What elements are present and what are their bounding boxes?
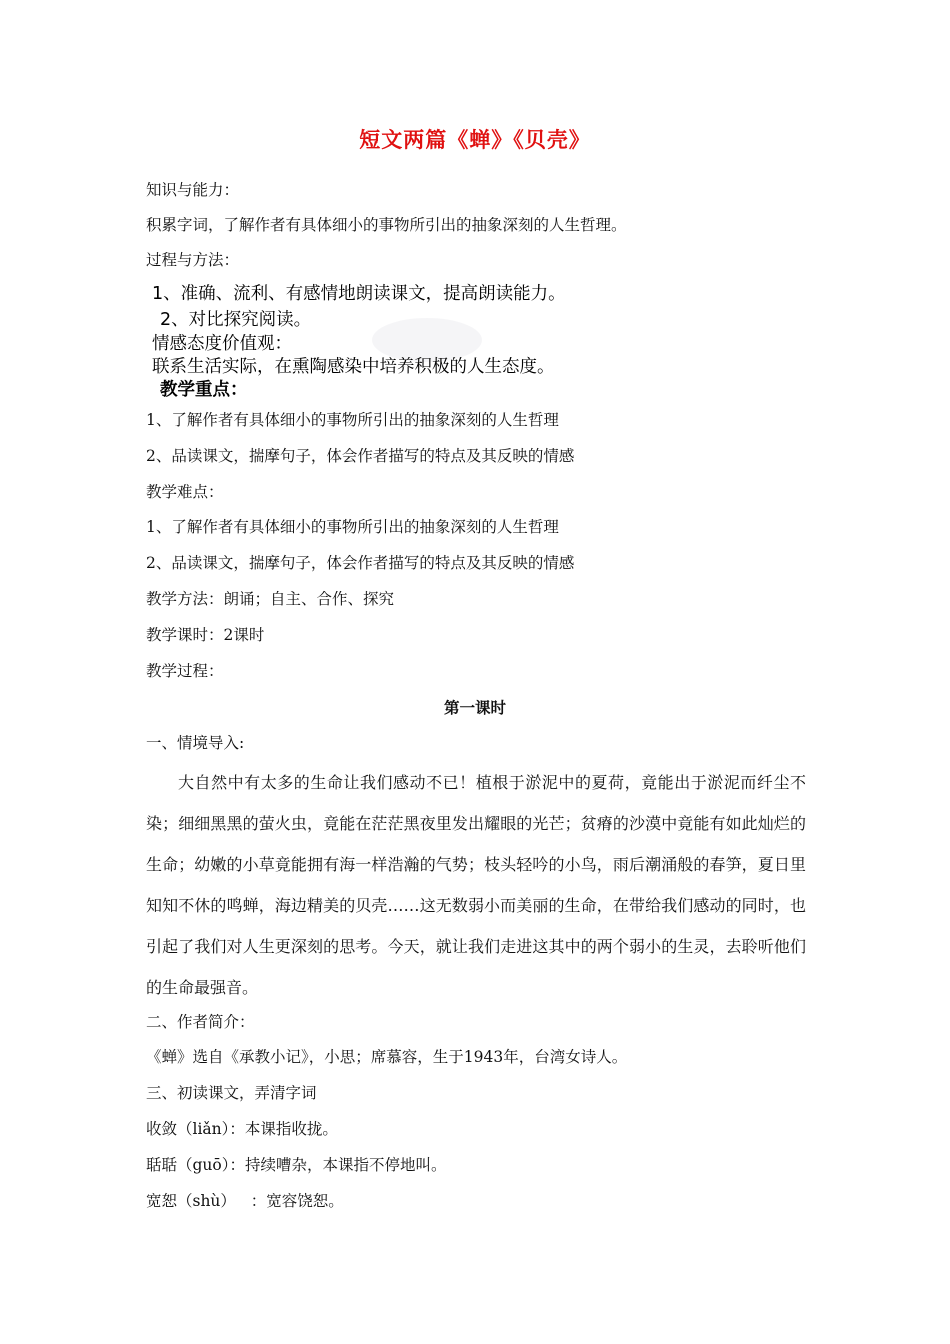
section-intro-heading: 一、情境导入:: [146, 734, 245, 752]
key-item-1: 1、了解作者有具体细小的事物所引出的抽象深刻的人生哲理: [146, 411, 559, 429]
process-heading: 教学过程：: [146, 662, 224, 680]
process-item-1: 1、准确、流利、有感情地朗读课文，提高朗读能力。: [152, 284, 566, 304]
knowledge-text: 积累字词，了解作者有具体细小的事物所引出的抽象深刻的人生哲理。: [146, 216, 627, 234]
lesson-heading: 第一课时: [443, 699, 506, 717]
section-author-heading: 二、作者简介：: [146, 1013, 255, 1031]
teaching-hours: 教学课时：2课时: [146, 626, 265, 644]
difficulty-item-2: 2、品读课文，揣摩句子，体会作者描写的特点及其反映的情感: [146, 554, 575, 572]
difficulty-item-1: 1、了解作者有具体细小的事物所引出的抽象深刻的人生哲理: [146, 518, 559, 536]
vocab-item-2: 聒聒（guō）：持续嘈杂，本课指不停地叫。: [146, 1156, 447, 1174]
emotion-text: 联系生活实际，在熏陶感染中培养积极的人生态度。: [152, 357, 555, 377]
vocab-item-1: 收敛（liǎn）：本课指收拢。: [146, 1120, 338, 1138]
intro-paragraph: 大自然中有太多的生命让我们感动不已！植根于淤泥中的夏荷，竟能出于淤泥而纤尘不染；细细黑黑的萤火虫，竟能在茫茫黑夜里发出耀眼的光芒；贫瘠的沙漠中竟能有如此灿烂的生命；幼嫩的小草竟能拥有海一样浩瀚的气势；枝头轻吟的小鸟，雨后潮涌般的春笋，夏日里知知不休的鸣蝉，海边精美的贝壳……这无数弱小而美丽的生命，在带给我们感动的同时，也引起了我们对人生更深刻的思考。今天，就让我们走进这其中的两个弱小的生灵，去聆听他们的生命最强音。: [146, 773, 806, 997]
teaching-method: 教学方法：朗诵；自主、合作、探究: [146, 590, 395, 608]
difficulty-label: 教学难点：: [146, 483, 224, 501]
key-label: 教学重点：: [160, 380, 248, 400]
vocab-item-3: 宽恕（shù） ：宽容饶恕。: [146, 1192, 344, 1210]
process-label: 过程与方法：: [146, 251, 240, 269]
key-item-2: 2、品读课文，揣摩句子，体会作者描写的特点及其反映的情感: [146, 447, 575, 465]
section-vocab-heading: 三、初读课文，弄清字词: [146, 1084, 317, 1102]
knowledge-label: 知识与能力：: [146, 181, 240, 199]
process-item-2: 2、对比探究阅读。: [160, 310, 312, 330]
emotion-label: 情感态度价值观：: [152, 334, 292, 354]
author-text: 《蝉》选自《承教小记》，小思；席慕容，生于1943年，台湾女诗人。: [146, 1048, 628, 1066]
document-title: 短文两篇《蝉》《贝壳》: [359, 128, 591, 152]
